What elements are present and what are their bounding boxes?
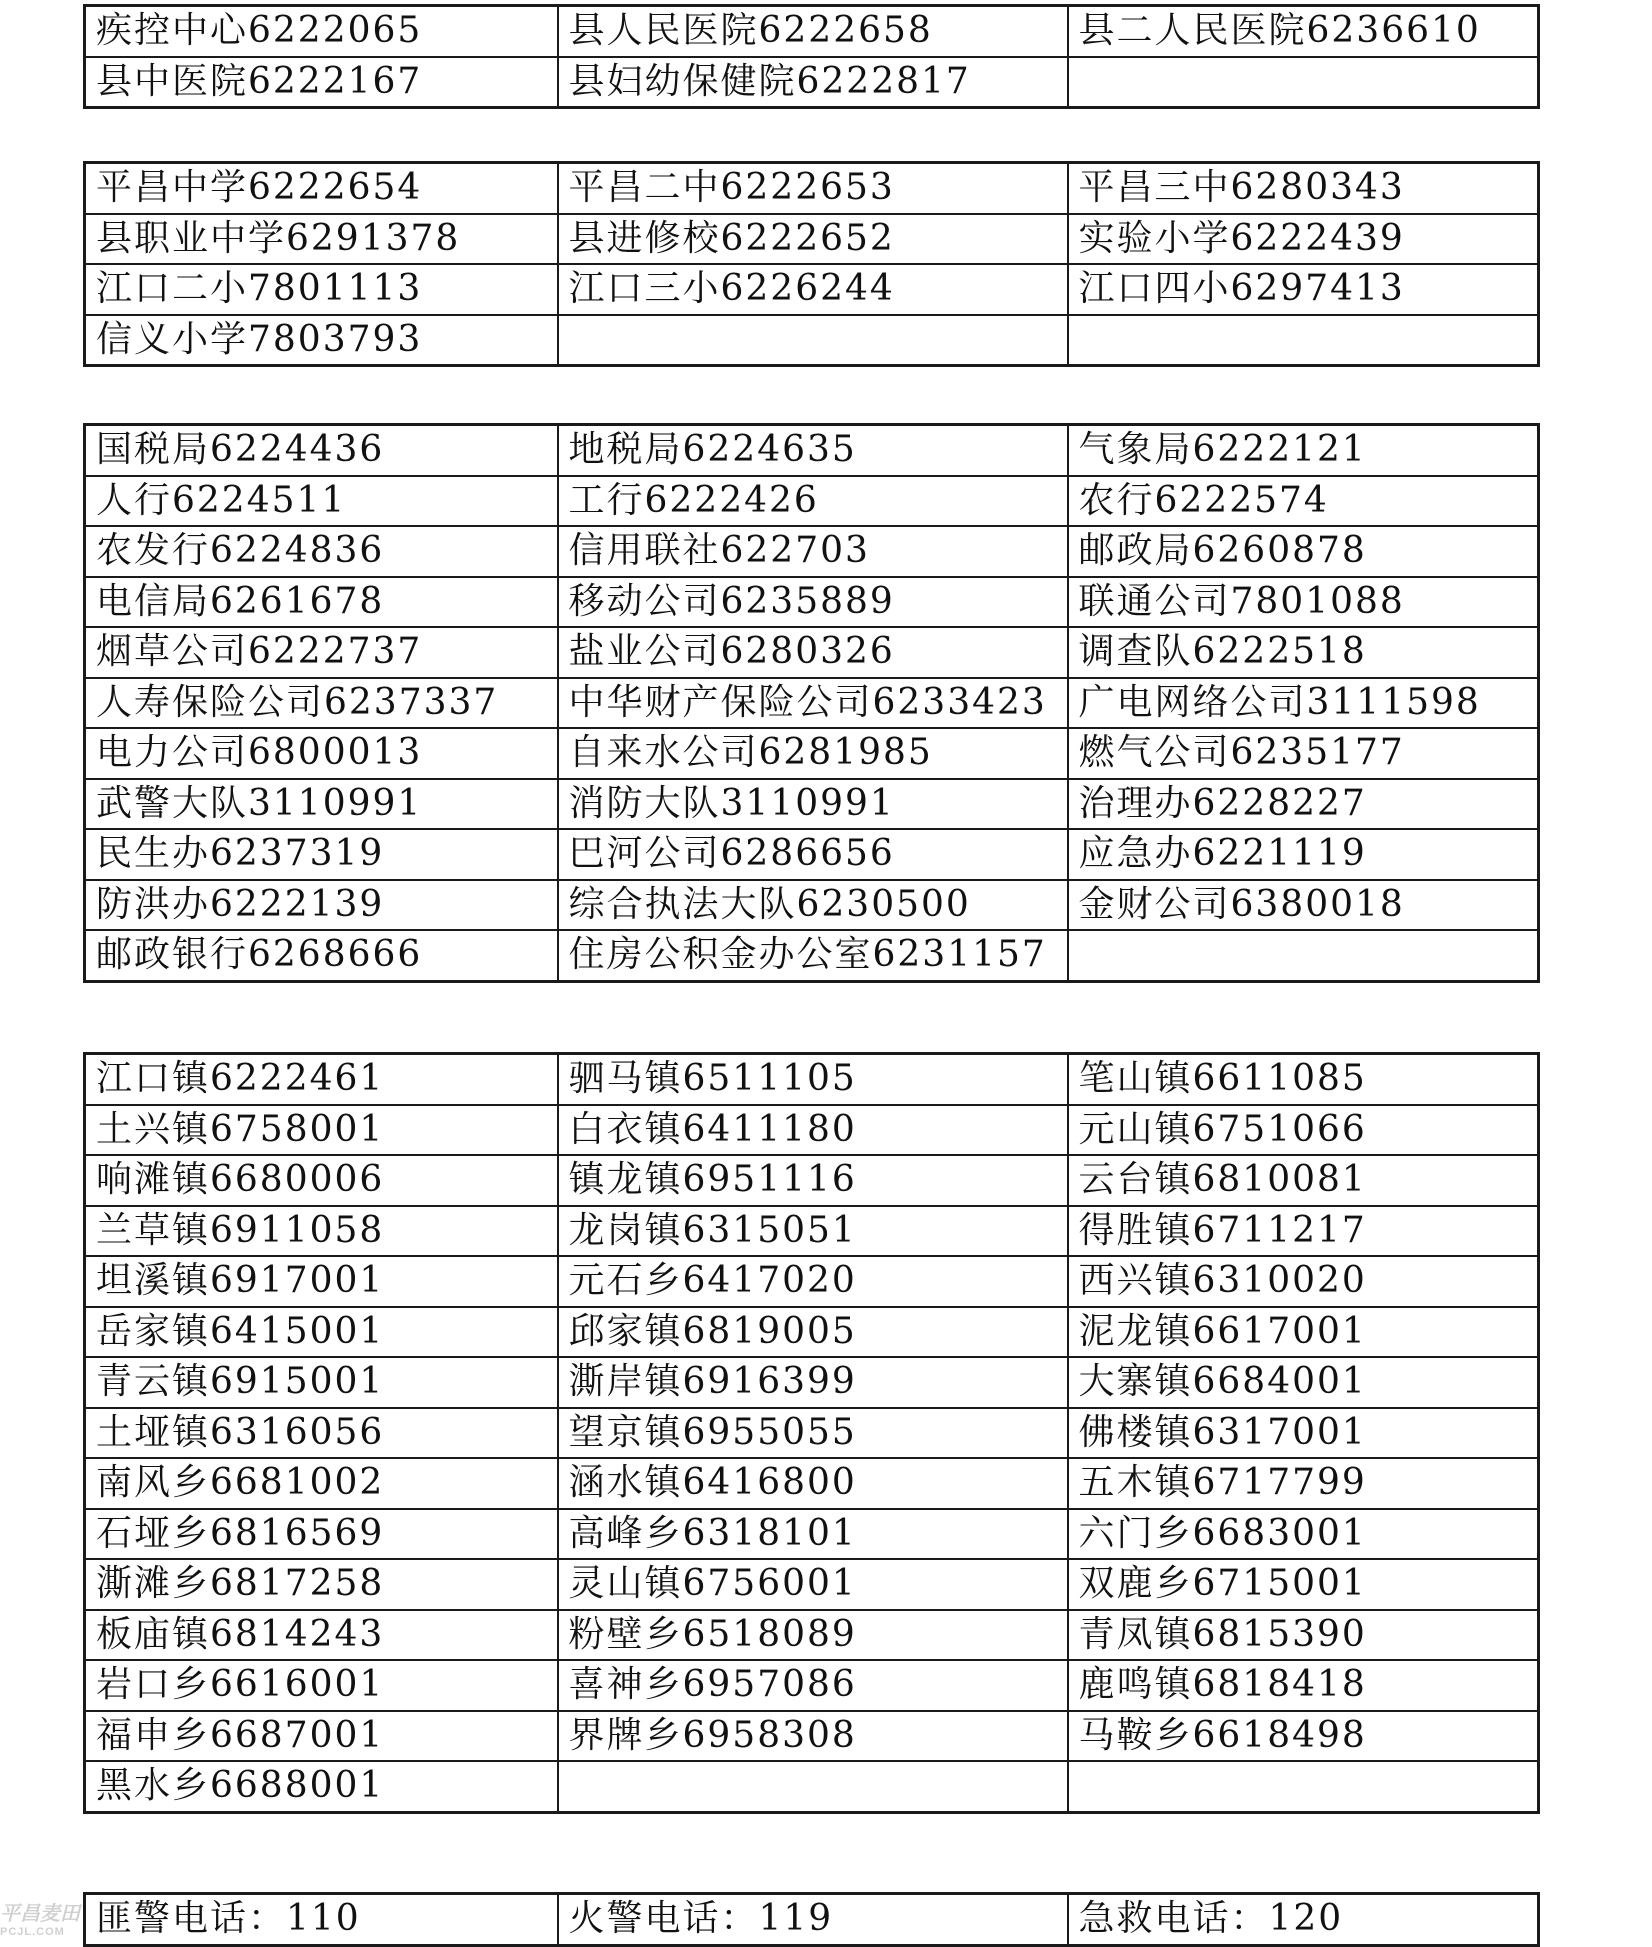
directory-entry: 自来水公司6281985: [558, 728, 1068, 779]
directory-entry: 江口四小6297413: [1068, 264, 1539, 315]
directory-entry: 民生办6237319: [85, 829, 558, 880]
directory-entry: 土兴镇6758001: [85, 1105, 558, 1156]
directory-entry: 龙岗镇6315051: [558, 1206, 1068, 1257]
directory-entry: 工行6222426: [558, 476, 1068, 527]
table-row: [85, 930, 1539, 981]
directory-entry: 泥龙镇6617001: [1068, 1307, 1539, 1358]
watermark-main: 平昌麦田: [0, 1903, 80, 1925]
directory-entry: [1068, 57, 1539, 108]
directory-entry: 调查队6222518: [1068, 627, 1539, 678]
directory-entry: 联通公司7801088: [1068, 577, 1539, 628]
table-row: [85, 1105, 1539, 1156]
directory-entry: 实验小学6222439: [1068, 214, 1539, 265]
directory-entry: 西兴镇6310020: [1068, 1256, 1539, 1307]
table-row: [85, 1458, 1539, 1509]
table-row: [85, 779, 1539, 830]
table-row: [85, 315, 1539, 366]
directory-entry: 土垭镇6316056: [85, 1408, 558, 1459]
emergency-numbers-table: [83, 1892, 1540, 1947]
table-row: [85, 476, 1539, 527]
directory-entry: 人行6224511: [85, 476, 558, 527]
directory-entry: 黑水乡6688001: [85, 1761, 558, 1812]
directory-entry: 武警大队3110991: [85, 779, 558, 830]
directory-entry: 县职业中学6291378: [85, 214, 558, 265]
directory-entry: 响滩镇6680006: [85, 1155, 558, 1206]
ambulance-number: 急救电话：120: [1068, 1894, 1539, 1946]
directory-entry: 佛楼镇6317001: [1068, 1408, 1539, 1459]
directory-entry: [1068, 1761, 1539, 1812]
directory-entry: 巴河公司6286656: [558, 829, 1068, 880]
directory-entry: 电力公司6800013: [85, 728, 558, 779]
directory-entry: [558, 1761, 1068, 1812]
directory-entry: 江口镇6222461: [85, 1054, 558, 1105]
table-row: [85, 627, 1539, 678]
directory-entry: 白衣镇6411180: [558, 1105, 1068, 1156]
directory-entry: 高峰乡6318101: [558, 1509, 1068, 1560]
directory-entry: 岳家镇6415001: [85, 1307, 558, 1358]
directory-entry: 县二人民医院6236610: [1068, 6, 1539, 57]
directory-entry: 界牌乡6958308: [558, 1711, 1068, 1762]
table-row: [85, 880, 1539, 931]
directory-entry: 县妇幼保健院6222817: [558, 57, 1068, 108]
directory-entry: 五木镇6717799: [1068, 1458, 1539, 1509]
directory-entry: 石垭乡6816569: [85, 1509, 558, 1560]
directory-entry: 盐业公司6280326: [558, 627, 1068, 678]
police-number: 匪警电话：110: [85, 1894, 558, 1946]
directory-entry: 金财公司6380018: [1068, 880, 1539, 931]
table-row: [85, 1155, 1539, 1206]
table-row: [85, 1307, 1539, 1358]
directory-entry: 国税局6224436: [85, 425, 558, 476]
table-row: [85, 1559, 1539, 1610]
table-row: [85, 1894, 1539, 1946]
directory-entry: 住房公积金办公室6231157: [558, 930, 1068, 981]
fire-number: 火警电话：119: [558, 1894, 1068, 1946]
directory-entry: 岩口乡6616001: [85, 1660, 558, 1711]
directory-entry: 防洪办6222139: [85, 880, 558, 931]
directory-entry: 人寿保险公司6237337: [85, 678, 558, 729]
directory-entry: 福申乡6687001: [85, 1711, 558, 1762]
directory-entry: 鹿鸣镇6818418: [1068, 1660, 1539, 1711]
table-row: [85, 829, 1539, 880]
table-row: [85, 1206, 1539, 1257]
directory-entry: 大寨镇6684001: [1068, 1357, 1539, 1408]
site-watermark: [0, 1905, 110, 1941]
directory-entry: 双鹿乡6715001: [1068, 1559, 1539, 1610]
directory-entry: 坦溪镇6917001: [85, 1256, 558, 1307]
directory-entry: 信义小学7803793: [85, 315, 558, 366]
directory-entry: 县进修校6222652: [558, 214, 1068, 265]
directory-entry: 邱家镇6819005: [558, 1307, 1068, 1358]
directory-entry: 广电网络公司3111598: [1068, 678, 1539, 729]
directory-entry: 邮政银行6268666: [85, 930, 558, 981]
directory-entry: 消防大队3110991: [558, 779, 1068, 830]
table-row: [85, 1054, 1539, 1105]
directory-entry: [1068, 930, 1539, 981]
table-row: [85, 1711, 1539, 1762]
directory-entry: [1068, 315, 1539, 366]
table-row: [85, 6, 1539, 57]
directory-entry: 镇龙镇6951116: [558, 1155, 1068, 1206]
directory-entry: 平昌二中6222653: [558, 163, 1068, 214]
directory-entry: 燃气公司6235177: [1068, 728, 1539, 779]
directory-entry: 平昌三中6280343: [1068, 163, 1539, 214]
table-row: [85, 1509, 1539, 1560]
directory-entry: 澌滩乡6817258: [85, 1559, 558, 1610]
directory-entry: 农行6222574: [1068, 476, 1539, 527]
directory-entry: 喜神乡6957086: [558, 1660, 1068, 1711]
directory-entry: 移动公司6235889: [558, 577, 1068, 628]
table-row: [85, 425, 1539, 476]
directory-entry: 县中医院6222167: [85, 57, 558, 108]
schools-directory-table: [83, 161, 1540, 367]
directory-entry: 地税局6224635: [558, 425, 1068, 476]
directory-entry: 澌岸镇6916399: [558, 1357, 1068, 1408]
directory-entry: 驷马镇6511105: [558, 1054, 1068, 1105]
directory-entry: 邮政局6260878: [1068, 526, 1539, 577]
directory-entry: 灵山镇6756001: [558, 1559, 1068, 1610]
table-row: [85, 526, 1539, 577]
directory-entry: 涵水镇6416800: [558, 1458, 1068, 1509]
table-row: [85, 728, 1539, 779]
directory-entry: 疾控中心6222065: [85, 6, 558, 57]
directory-entry: 六门乡6683001: [1068, 1509, 1539, 1560]
directory-entry: 马鞍乡6618498: [1068, 1711, 1539, 1762]
directory-entry: 治理办6228227: [1068, 779, 1539, 830]
table-row: [85, 1408, 1539, 1459]
directory-entry: 笔山镇6611085: [1068, 1054, 1539, 1105]
table-row: [85, 57, 1539, 108]
table-row: [85, 1256, 1539, 1307]
directory-entry: 望京镇6955055: [558, 1408, 1068, 1459]
directory-entry: 板庙镇6814243: [85, 1610, 558, 1661]
directory-entry: 综合执法大队6230500: [558, 880, 1068, 931]
directory-entry: 元山镇6751066: [1068, 1105, 1539, 1156]
directory-entry: 应急办6221119: [1068, 829, 1539, 880]
medical-directory-table: [83, 4, 1540, 109]
directory-entry: 青云镇6915001: [85, 1357, 558, 1408]
directory-entry: 信用联社622703: [558, 526, 1068, 577]
table-row: [85, 1660, 1539, 1711]
directory-entry: 粉壁乡6518089: [558, 1610, 1068, 1661]
directory-entry: [558, 315, 1068, 366]
directory-entry: 南风乡6681002: [85, 1458, 558, 1509]
directory-entry: 兰草镇6911058: [85, 1206, 558, 1257]
table-row: [85, 163, 1539, 214]
table-row: [85, 1610, 1539, 1661]
directory-entry: 平昌中学6222654: [85, 163, 558, 214]
directory-entry: 青凤镇6815390: [1068, 1610, 1539, 1661]
table-row: [85, 678, 1539, 729]
directory-entry: 云台镇6810081: [1068, 1155, 1539, 1206]
directory-entry: 中华财产保险公司6233423: [558, 678, 1068, 729]
directory-entry: 江口三小6226244: [558, 264, 1068, 315]
directory-entry: 气象局6222121: [1068, 425, 1539, 476]
watermark-sub: PCJL.COM: [0, 1926, 65, 1938]
agencies-directory-table: [83, 423, 1540, 983]
directory-entry: 电信局6261678: [85, 577, 558, 628]
table-row: [85, 1357, 1539, 1408]
table-row: [85, 214, 1539, 265]
directory-entry: 江口二小7801113: [85, 264, 558, 315]
directory-entry: 烟草公司6222737: [85, 627, 558, 678]
table-row: [85, 264, 1539, 315]
directory-entry: 得胜镇6711217: [1068, 1206, 1539, 1257]
towns-directory-table: [83, 1052, 1540, 1814]
directory-entry: 县人民医院6222658: [558, 6, 1068, 57]
directory-entry: 农发行6224836: [85, 526, 558, 577]
directory-entry: 元石乡6417020: [558, 1256, 1068, 1307]
table-row: [85, 1761, 1539, 1812]
table-row: [85, 577, 1539, 628]
